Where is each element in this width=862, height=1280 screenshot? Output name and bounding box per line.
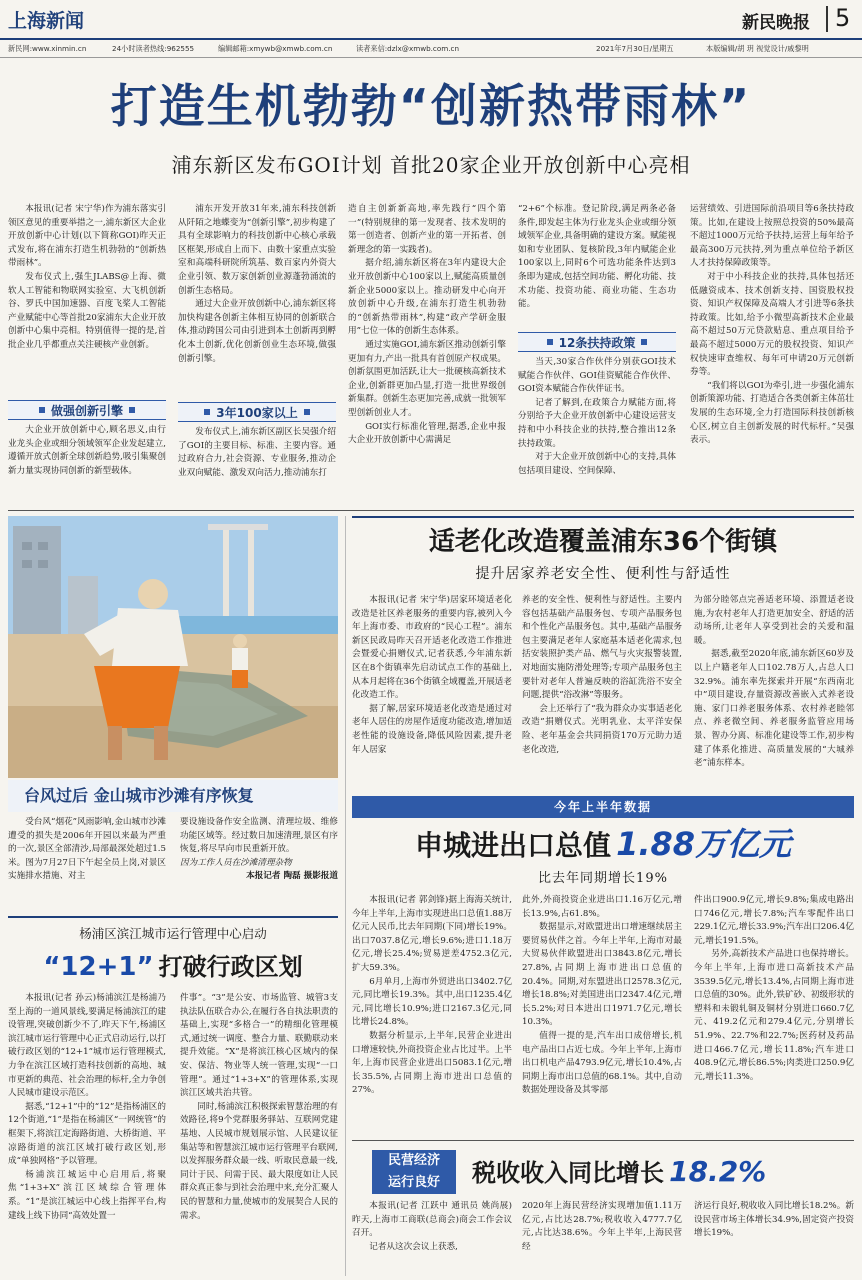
beach-para: 受台风“烟花”风雨影响,金山城市沙滩遭受的损失是2006年开园以来最为严重的一次,景区全部清沙,局部最深处超过1.5米。图为7月27日下午起全员上岗,对景区实施排水措施、对主 (8, 817, 166, 882)
beach-photo-credit: 本报记者 陶磊 摄影报道 (246, 871, 338, 882)
lead-column-5 (690, 203, 854, 508)
lead-para: 大企业开放创新中心,顾名思义,由行业龙头企业或细分领域领军企业发起建立,遵循开放式创新全球创新趋势,吸引集聚创新力量实现协同创新的新型载体。 (8, 425, 166, 476)
beach-para: 要设施设备作安全监测、清理垃圾、维修功能区域等。经过数日加速清理,景区有序恢复,将尽早向市民重新开放。 (180, 817, 338, 855)
yangpu-column-1 (8, 992, 166, 1276)
yangpu-top-rule (8, 916, 338, 918)
elder-para: 会上还举行了“我为群众办实事适老化改造”捐赠仪式。光明乳业、太平洋安保险、老年基金会共同捐资170万元助力适老化改造, (522, 703, 682, 755)
elder-para: 据悉,截至2020年底,浦东新区60岁及以上户籍老年人口102.78万人,占总人口32.9%。浦东率先探索并开展“东西南北中”项目建设,存量资源改善嵌入式养老设施、家门口养老服务体系、农村养老睦邻点、养老微空间、养老服务监管应用场景、智办分离、标准化建设等工作,初步构建了体系化推进、高质量发展的“大城养老”浦东样本。 (694, 649, 854, 769)
trade-column-2 (522, 894, 682, 1136)
section-title: 上海新闻 (8, 10, 85, 32)
page-number: 5 (835, 4, 851, 32)
elder-para: 本报讯(记者 宋宁华)居家环境适老化改造是社区养老服务的重要内容,被列入今年上海市委、市政府的“民心工程”。浦东新区民政局昨天召开适老化改造工作推进会暨爱心捐赠仪式,记者获悉,今年浦东新区在8个街镇率先启动试点工作的基础上,从本月起将在36个街镇全域覆盖,开展适老化改造工作。 (352, 595, 512, 701)
tax-headline-text: 税收收入同比增长 (472, 1159, 664, 1187)
beach-photo (8, 516, 338, 778)
lead-subhead: 浦东新区发布GOI计划 首批20家企业开放创新中心亮相 (171, 153, 691, 177)
issue-date: 2021年7月30日/星期五 (596, 44, 674, 53)
yangpu-para: 件事”。“3”是公安、市场监管、城管3支执法队伍联合办公,在履行各自执法职责的基础上,实现“多格合一”的精细化管理模式,通过统一调度、整合力量、联勤联动来提升效能。“X”是将滨江核心区域内的保安、保洁、物业等人统一管理,实现“一口管理”。通过“1+3+X”的管理体系,实现滨江区域共治共管。 (180, 993, 338, 1099)
yangpu-headline-quote: “12+1” (43, 952, 154, 982)
tax-headline-number: 18.2% (669, 1155, 767, 1188)
lead-column-4 (518, 203, 676, 329)
trade-para: 件出口900.9亿元,增长9.8%;集成电路出口746亿元,增长7.8%;汽车零配件出口229.1亿元,增长33.9%;汽车出口206.4亿元,增长191.5%。 (694, 895, 854, 946)
elder-subhead: 提升居家养老安全性、便利性与舒适性 (475, 566, 731, 582)
site-link[interactable]: 新民网:www.xinmin.cn (8, 44, 87, 53)
lead-para: 本报讯(记者 宋宁华)作为浦东落实引领区意见的重要举措之一,浦东新区大企业开放创新中心计划(以下简称GOI)昨天正式发布,将在浦东打造生机勃勃的“创新热带雨林”。 (8, 204, 166, 269)
tax-para: 济运行良好,税收收入同比增长18.2%。新设民营市场主体增长34.9%,固定资产投资增长19%。 (694, 1201, 854, 1239)
staff-credit: 本版编辑/胡 玥 视觉设计/戚黎明 (706, 44, 809, 53)
lead-bottom-rule (8, 510, 854, 511)
lead-para-italic: 造自主创新新高地,率先践行“四个第一”(特别规律的第一发现者、技术发明的第一创造者、创新产业的第一开拓者、创新理念的第一实践者)。 (348, 204, 506, 255)
yangpu-para: 同时,杨浦滨江积极探索智慧治理的有效路径,将9个党群服务驿站、互联网党建基地、人民城市规划展示馆、人民建议征集站等和智慧滨江城市运行管理平台联网,以发挥服务群众最一线、听取民意最一线,同计于民、问需于民、最大限度如让人民群众真正参与到社会治理中来,充分汇聚人民的智慧和力量,使城市的发展契合人民的需求。 (180, 1101, 338, 1221)
tax-badge (372, 1150, 456, 1194)
yangpu-para: 本报讯(记者 孙云)杨浦滨江是杨浦乃至上海的一道风景线,要满足杨浦滨江的建设管理,突破创新少不了,昨天下午,杨浦区滨江城市运行管理中心正式启动运行,以打破行政区划的“12+1”城市运行管理模式,力争在滨江区域打造科技创新的高地、城市更新的典范、社会治理的标杆,全力争创人民城市建设示范区。 (8, 993, 166, 1099)
subhead-innovation-engine: 做强创新引擎 (8, 400, 166, 420)
lead-para: 通过实施GOI,浦东新区推动创新引擎更加有力,产出一批具有首创原产权成果。创新氛围更加活跃,让大一批硬核高新技术企业,创新群更加凸显,打造一批世界级创新集群。创新生态更加完善,成就一批领军型创新创业人才。 (348, 339, 506, 418)
beach-photo-illustration (8, 516, 338, 778)
elder-column-1 (352, 594, 512, 786)
trade-para: 数据分析显示,上半年,民营企业进出口增速较快,外商投资企业占比过半。上半年,上海市民营企业进出口5083.1亿元,增长35.5%,占同期上海市进出口总值的27%。 (352, 1030, 512, 1096)
reader-mail[interactable]: 读者来信:dzlx@xmwb.com.cn (356, 44, 460, 53)
lead-para: “2+6”个标准。登记阶段,满足两条必备条件,即发起主体为行业龙头企业或细分领域领军企业,具备明确的建设方案。赋能视如和专业团队、复核阶段,3年内赋能企业100家以上,同时6个可选功能条件达到3条即为建成,包括空间功能、孵化功能、技术功能、投资功能、商业功能、生态功能。 (518, 204, 676, 310)
trade-headline-text: 申城进出口总值 (414, 829, 611, 862)
lead-para: 对于大企业开放创新中心的支持,具体包括项目建设、空间保障、 (518, 452, 676, 476)
trade-headline (352, 820, 854, 868)
tax-para: 2020年上海民营经济实现增加值1.11万亿元,占比达28.7%;税收收入4777.7亿元,占比达38.6%。今年上半年,上海民营经 (522, 1201, 682, 1252)
info-bar (0, 41, 862, 56)
paper-name: 新民晚报 (742, 13, 810, 33)
lead-column-2b (178, 426, 336, 508)
yangpu-headline-text: 打破行政区划 (158, 953, 303, 981)
trade-column-1 (352, 894, 512, 1136)
lead-para: 记者了解到,在政策合力赋能方面,将分别给予大企业开放创新中心建设运营支持和中小科技企业的扶持,整合推出12条扶持政策。 (518, 397, 676, 449)
elder-column-3 (694, 594, 854, 786)
lead-para: 对于中小科技企业的扶持,具体包括还低融资成本、技术创新支持、国资股权投资、知识产权保障及高端人才引进等6条扶持政策。比如,给予小微型高新技术企业最高不超过50万元贷款贴息、重点项目给予最高不超过5000万元的股权投资、知识产权快速审查维权、每年可申请20万元创新券等。 (690, 271, 854, 378)
elder-headline: 适老化改造覆盖浦东36个街镇 (428, 527, 778, 557)
beach-headline: 台风过后 金山城市沙滩有序恢复 (8, 780, 338, 812)
tax-para: 本报讯(记者 江跃中 通讯员 姚尚展)昨天,上海市工商联(总商会)商会工作会议召开。 (352, 1201, 512, 1239)
tax-headline (472, 1148, 854, 1196)
lead-para: 当天,30家合作伙伴分别获GOI技术赋能合作伙伴、GOI佳资赋能合作伙伴、GOI资本赋能合作伙伴证书。 (518, 357, 676, 395)
trade-para: 另外,高新技术产品进口也保持增长。今年上半年,上海市进口高新技术产品3539.5亿元,增长13.4%,占同期上海市进口总值的30%。此外,铁矿砂、初级形状的塑料和未锻轧铜及铜材分别进口660.7亿元、419.2亿元和279.4亿元,分别增长51.9%、22.7%和22.7%;医药材及药品进口466.7亿元,增长11.8%;汽车进口408.9亿元,增长86.5%;肉类进口250.9亿元,增长11.3%。 (694, 949, 854, 1082)
lead-headline: 打造生机勃勃“创新热带雨林” (110, 79, 752, 133)
trade-para: 此外,外商投资企业进出口1.16万亿元,增长13.9%,占61.8%。 (522, 895, 682, 919)
subhead-3-years-100: 3年100家以上 (178, 402, 336, 422)
elder-para: 为部分睦邻点完善适老环境、添置适老设施,为农村老年人打造更加安全、舒适的活动场所,让老年人享受到社会的关爱和温暖。 (694, 595, 854, 646)
elder-top-rule (352, 516, 854, 518)
lead-para: GOI实行标准化管理,据悉,企业申报大企业开放创新中心需满足 (348, 421, 506, 446)
trade-para: 本报讯(记者 郭剑锋)据上海海关统计,今年上半年,上海市实现进出口总值1.88万亿元人民币,比去年同期(下同)增长19%。出口7037.8亿元,增长9.6%;进口1.18万亿元,增长25.4%;贸易逆差4752.3亿元,扩大59.3%。 (352, 895, 512, 973)
beach-column-2 (180, 816, 338, 898)
lead-para: 运营绩效、引进国际前沿项目等6条扶持政策。比如,在建设上按照总投资的50%最高不超过1000万元给予扶持,运营上每年给予最高300万元扶持,列为重点单位给予新区人才扶持保障政策等。 (690, 204, 854, 269)
lead-para: 据介绍,浦东新区将在3年内建设大企业开放创新中心100家以上,赋能高质量创新企业5000家以上。推动研发中心向开放创新中心升级,在浦东打造生机勃勃的“创新热带雨林”,构建“政产学研金服用”七位一体的创新生态体系。 (348, 258, 506, 337)
subhead-12-policies: 12条扶持政策 (518, 332, 676, 352)
lead-column-1b (8, 424, 166, 508)
editor-mail[interactable]: 编辑邮箱:xmywb@xmwb.com.cn (218, 44, 333, 53)
lead-column-3 (348, 203, 506, 508)
trade-para: 数据显示,对欧盟进出口增速继续居主要贸易伙伴之首。今年上半年,上海市对最大贸易伙伴欧盟进出口3843.8亿元,增长27.8%,占同期上海市进出口总值的20.4%。同期,对东盟进出口2578.3亿元,增长18.8%;对美国进出口2347.4亿元,增长5.2%;对日本进出口1971.7亿元,增长10.3%。 (522, 922, 682, 1028)
beach-caption-italic: 因为工作人员在沙滩清理杂物 (180, 857, 292, 868)
trade-column-3 (694, 894, 854, 1136)
yangpu-para: 据悉,“12+1”中的“12”是指杨浦区的12个街道,“1”是指在杨浦区“一网统管”的框架下,将滨江定海路街道、大桥街道、平凉路街道的滨江区域打破行政区划,形成“单独网格”予以管理。 (8, 1101, 166, 1167)
lead-column-2 (178, 203, 336, 399)
elder-para: 据了解,居家环境适老化改造是通过对老年人居住的房屋作适度功能改造,增加适老性能的设施设备,降低风险因素,提升老年人居家 (352, 703, 512, 755)
tax-badge-line-2: 运行良好 (387, 1175, 440, 1190)
tax-badge-line-1: 民营经济 (387, 1153, 440, 1168)
trade-headline-number: 1.88万亿元 (616, 825, 792, 863)
trade-para: 值得一提的是,汽车出口成倍增长,机电产品出口占近七成。今年上半年,上海市出口机电产品4793.9亿元,增长10.4%,占同期上海市出口总值的68.1%。其中,自动数据处理设备及其零部 (522, 1030, 682, 1096)
yangpu-kicker: 杨浦区滨江城市运行管理中心启动 (79, 926, 267, 941)
trade-para: 6月单月,上海市外贸进出口3402.7亿元,同比增长19.3%。其中,出口1235.4亿元,同比增长10.9%;进口2167.3亿元,同比增长24.8%。 (352, 976, 512, 1028)
lead-para: 发布仪式上,强生JLABS@上海、微软人工智能和物联网实验室、大飞机创新谷、罗氏中国加速器、百度飞桨人工智能产业赋能中心等首批20家浦东大企业开放创新中心集中亮相。特别值得一提的是,首批企业几乎都重点关注硬核产业创新。 (8, 271, 166, 350)
yangpu-column-2 (180, 992, 338, 1276)
trade-band: 今年上半年数据 (352, 796, 854, 818)
yangpu-para: 杨浦滨江城运中心启用后,将聚焦“1+3+X”滨江区域综合管理体系。“1”是滨江城运中心线上指挥平台,构建线上线下协同“高效处置一 (8, 1169, 166, 1221)
yangpu-headline (8, 946, 338, 988)
elder-column-2 (522, 594, 682, 786)
tax-column-2 (522, 1200, 682, 1276)
lead-para: 通过大企业开放创新中心,浦东新区将加快构建各创新主体相互协同的创新联合体,推动跨国公司由引进到本土创新再到孵化本土创新,优化创新创业生态环境,做强创新引擎。 (178, 299, 336, 364)
tax-column-3 (694, 1200, 854, 1276)
trade-subhead: 比去年同期增长19% (538, 871, 668, 886)
hotline: 24小时读者热线:962555 (112, 44, 195, 53)
lead-para: 发布仪式上,浦东新区副区长吴强介绍了GOI的主要目标、标准、主要内容。通过政府合力,社会资源、专业服务,推动企业双向赋能、激发双向活力,推动浦东打 (178, 427, 336, 478)
masthead (0, 0, 862, 40)
page-divider (826, 6, 828, 32)
tax-top-rule (352, 1140, 854, 1141)
column-divider (345, 516, 346, 1276)
tax-column-1 (352, 1200, 512, 1276)
lead-para: 浦东开发开放31年来,浦东科技创新从阡陌之地蝶变为“创新引擎”,初步构建了具有全球影响力的科技创新中心核心承载区框架,形成自上而下、由数十家重点实验室和高端科研院所筑基、数百家内外资大企业引领、数万家创新创业源蓬勃涌流的创新生态格局。 (178, 204, 336, 296)
tax-para: 记者从这次会议上获悉, (369, 1241, 458, 1252)
beach-column-1 (8, 816, 166, 898)
info-rule (0, 57, 862, 58)
elder-para: 养老的安全性、便利性与舒适性。主要内容包括基础产品服务包、专项产品服务包和个性化产品服务包。其中,基础产品服务包主要满足老年人家庭基本适老化需求,包括安装照护类产品、燃气与火灾报警装置,对地面实施防滑处理等;专项产品服务包主要针对老年人普遍反映的浴缸洗浴不安全问题,提供“浴改淋”等服务。 (522, 595, 682, 701)
lead-column-4b (518, 356, 676, 508)
lead-para: “我们将以GOI为牵引,进一步强化浦东创新策源功能、打造适合各类创新主体茁壮发展的生态环境,全力打造国际科技创新核心区,树立自主创新发展的时代标杆。”吴强表示。 (690, 380, 854, 446)
